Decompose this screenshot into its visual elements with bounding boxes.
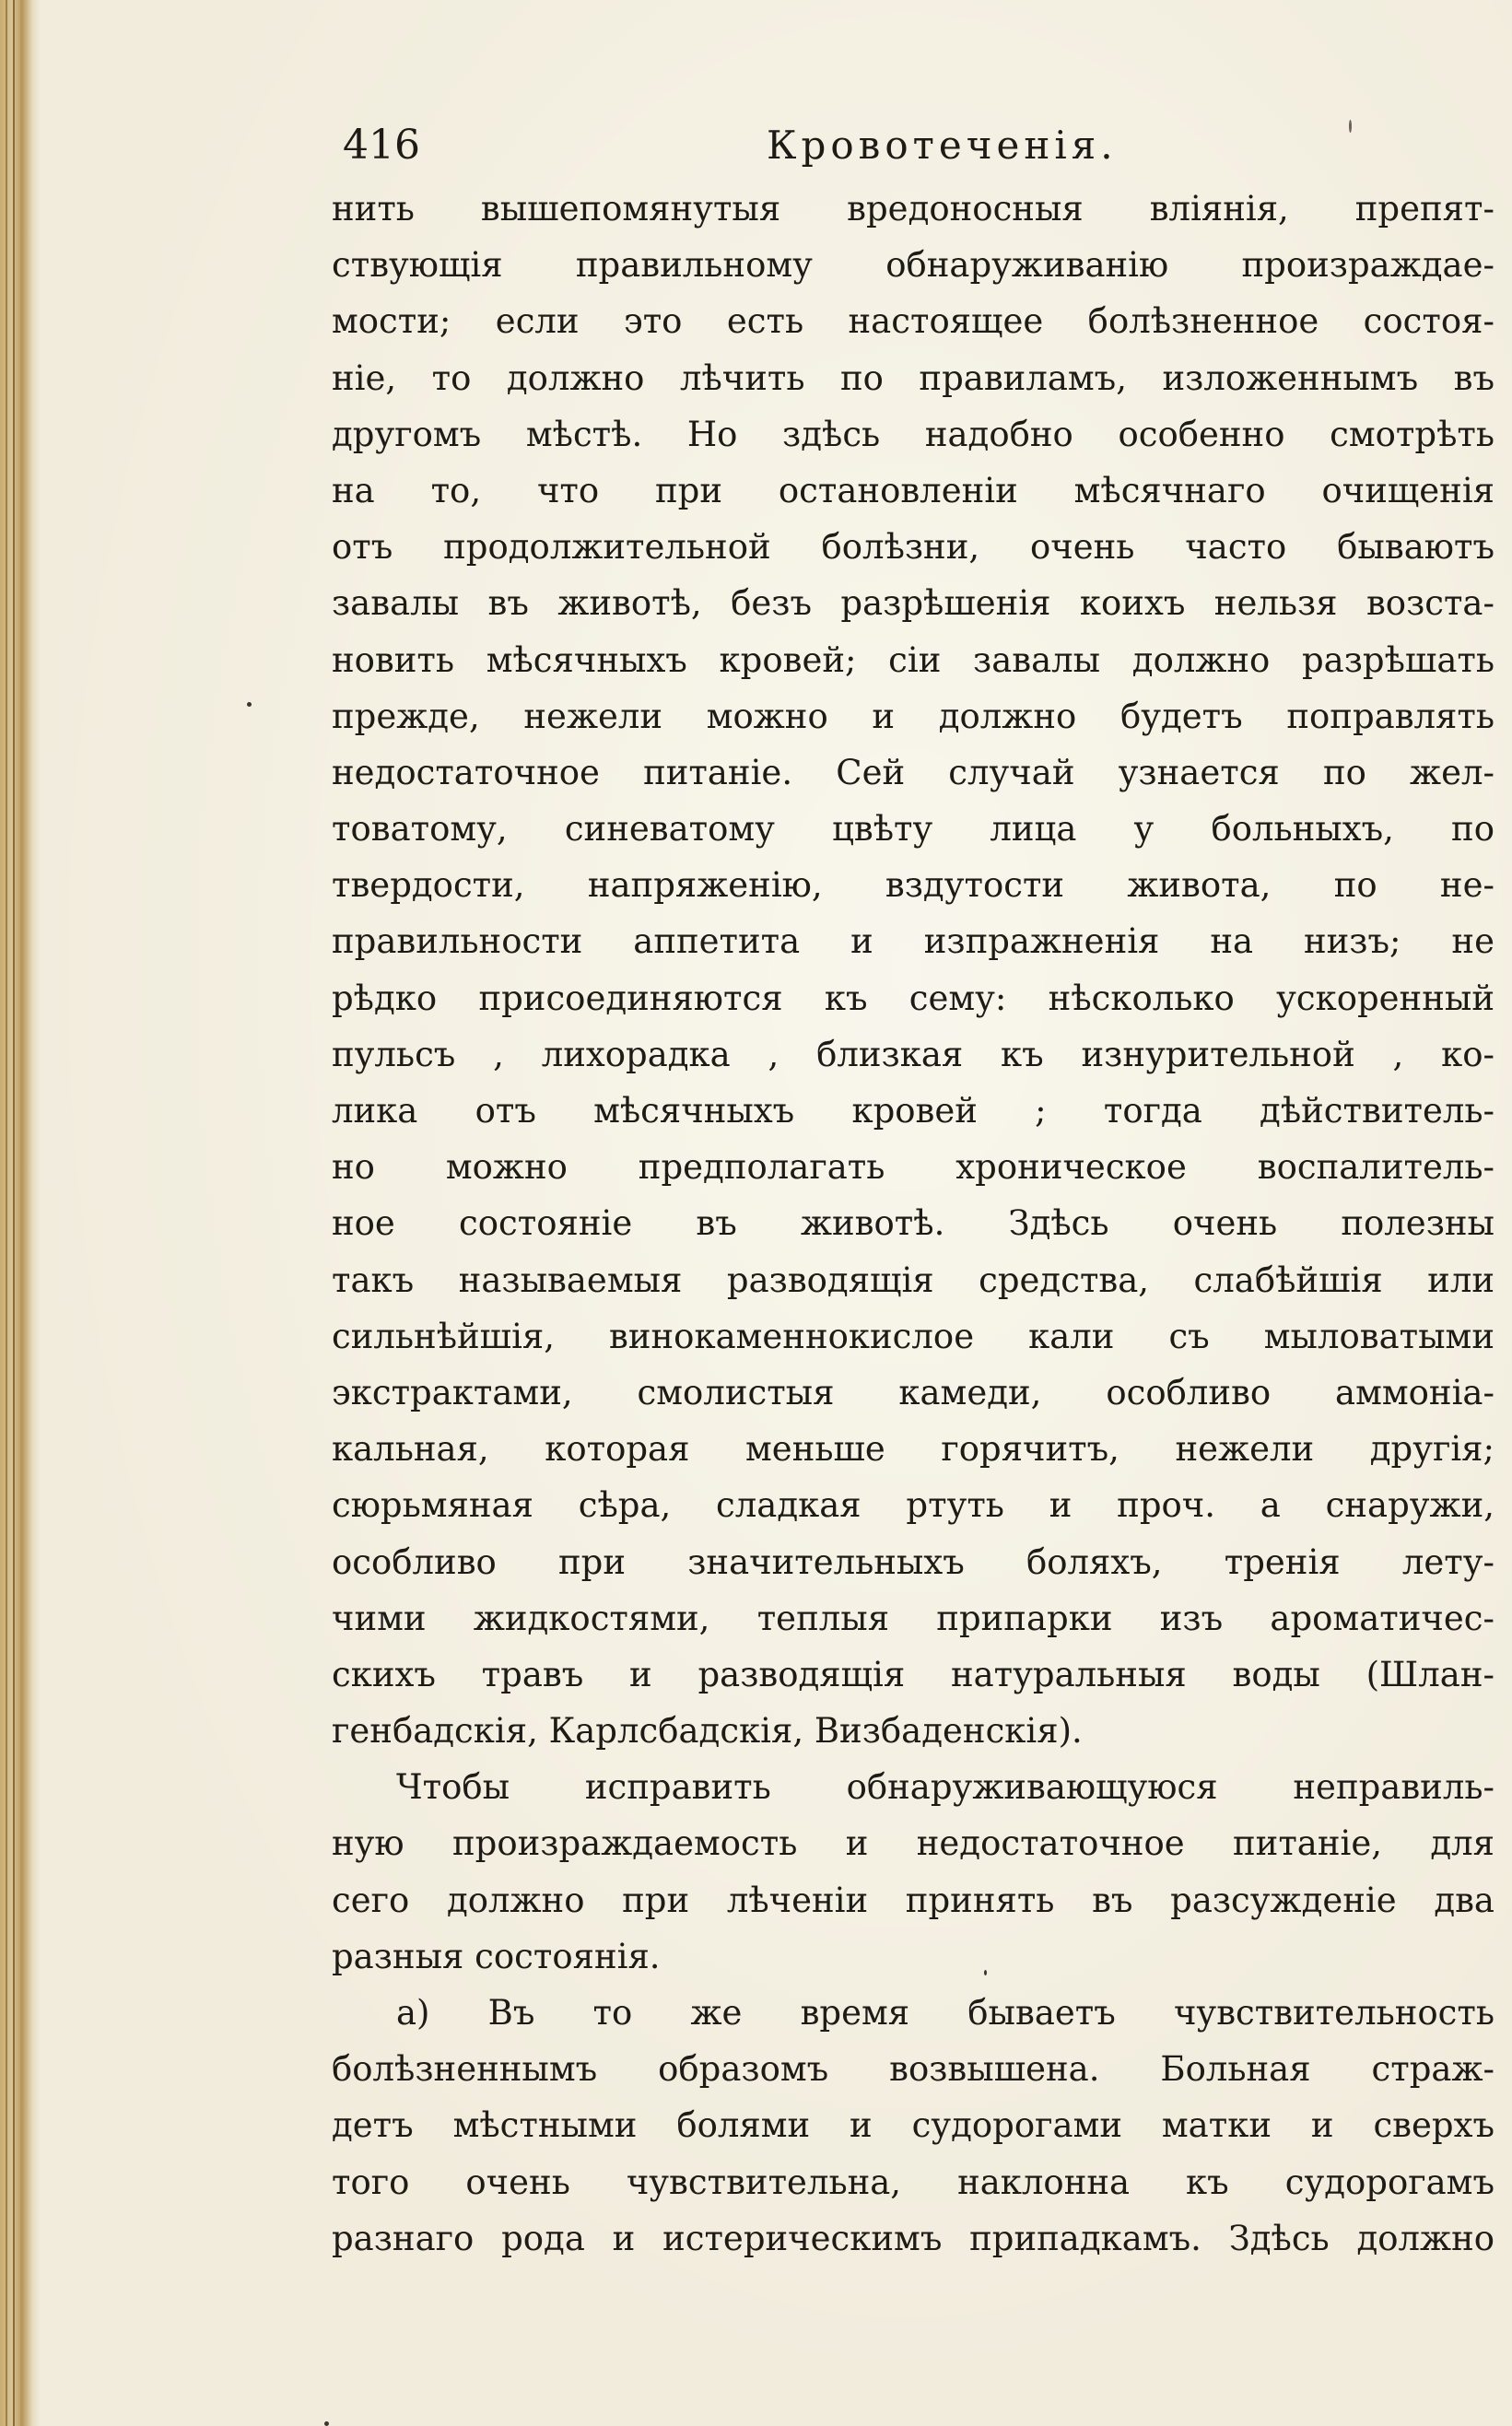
text-line: нить вышепомянутыя вредоносныя вліянія, препят- — [332, 189, 1494, 229]
paragraph-start-line: Чтобы исправить обнаруживающуюся неправиль- — [396, 1767, 1494, 1808]
text-line: завалы въ животѣ, безъ разрѣшенія коихъ нельзя возста- — [332, 583, 1494, 624]
text-line: ствующія правильному обнаруживанію произраждае- — [332, 245, 1494, 286]
book-spine — [0, 0, 41, 2426]
text-line: но можно предполагать хроническое воспалитель- — [332, 1147, 1494, 1188]
page-number: 416 — [343, 122, 420, 169]
page-header — [343, 118, 1476, 173]
text-line: болѣзненнымъ образомъ возвышена. Больная страж- — [332, 2049, 1494, 2090]
text-line: сюрьмяная сѣра, сладкая ртуть и проч. а снаружи, — [332, 1485, 1494, 1526]
text-line: экстрактами, смолистыя камеди, особливо аммоніа- — [332, 1372, 1494, 1412]
spine-edge-line — [20, 0, 22, 2426]
text-line: твердости, напряженію, вздутости живота, по не- — [332, 865, 1494, 906]
text-line: особливо при значительныхъ боляхъ, тренія лету- — [332, 1541, 1494, 1582]
paper-speck — [324, 2421, 329, 2426]
running-title: Кровотеченія. — [767, 123, 1118, 168]
text-line: чими жидкостями, теплыя припарки изъ ароматичес- — [332, 1598, 1494, 1638]
paper-speck — [247, 702, 252, 707]
text-line: товатому, синеватому цвѣту лица у больныхъ, по — [332, 809, 1494, 850]
text-line: недостаточное питаніе. Сей случай узнается по жел- — [332, 752, 1494, 792]
text-line: на то, что при остановленіи мѣсячнаго очищенія — [332, 470, 1494, 510]
paragraph-start-line: а) Въ то же время бываетъ чувствительность — [396, 1993, 1494, 2033]
paper-speck — [984, 1970, 987, 1975]
text-line: другомъ мѣстѣ. Но здѣсь надобно особенно смотрѣть — [332, 414, 1494, 454]
text-line: сильнѣйшія, винокаменнокислое кали съ мыловатыми — [332, 1316, 1494, 1356]
text-line: разнаго рода и истерическимъ припадкамъ. Здѣсь должно — [332, 2218, 1494, 2258]
text-line: того очень чувствительна, наклонна къ судорогамъ — [332, 2162, 1494, 2202]
text-line: скихъ травъ и разводящія натуральныя воды (Шлан- — [332, 1654, 1494, 1694]
text-line: прежде, нежели можно и должно будетъ поправлять — [332, 696, 1494, 736]
text-line: ніе, то должно лѣчить по правиламъ, изложеннымъ въ — [332, 357, 1494, 398]
text-line: отъ продолжительной болѣзни, очень часто бываютъ — [332, 527, 1494, 568]
text-line: детъ мѣстными болями и судорогами матки и сверхъ — [332, 2105, 1494, 2146]
text-line: ное состояніе въ животѣ. Здѣсь очень полезны — [332, 1203, 1494, 1244]
paper-speck — [1349, 120, 1352, 133]
text-line: сего должно при лѣченіи принять въ разсужденіе два — [332, 1880, 1494, 1920]
text-line: кальная, которая меньше горячитъ, нежели другія; — [332, 1429, 1494, 1470]
text-line: лика отъ мѣсячныхъ кровей ; тогда дѣйствитель- — [332, 1091, 1494, 1131]
text-line: рѣдко присоединяются къ сему: нѣсколько ускоренный — [332, 978, 1494, 1018]
text-line: пульсъ , лихорадка , близкая къ изнурительной , ко- — [332, 1034, 1494, 1074]
spine-edge-line — [13, 0, 15, 2426]
text-line: ную произраждаемость и недостаточное питаніе, для — [332, 1823, 1494, 1864]
text-line: новить мѣсячныхъ кровей; сіи завалы должно разрѣшать — [332, 639, 1494, 680]
text-line: генбадскія, Карлсбадскія, Визбаденскія). — [332, 1711, 1083, 1752]
body-text — [332, 181, 1494, 2267]
text-line: разныя состоянія. — [332, 1936, 661, 1976]
text-line: правильности аппетита и изпражненія на низъ; не — [332, 921, 1494, 962]
spine-edge-line — [6, 0, 7, 2426]
text-line: такъ называемыя разводящія средства, слабѣйшія или — [332, 1260, 1494, 1300]
text-line: мости; если это есть настоящее болѣзненное состоя- — [332, 301, 1494, 342]
